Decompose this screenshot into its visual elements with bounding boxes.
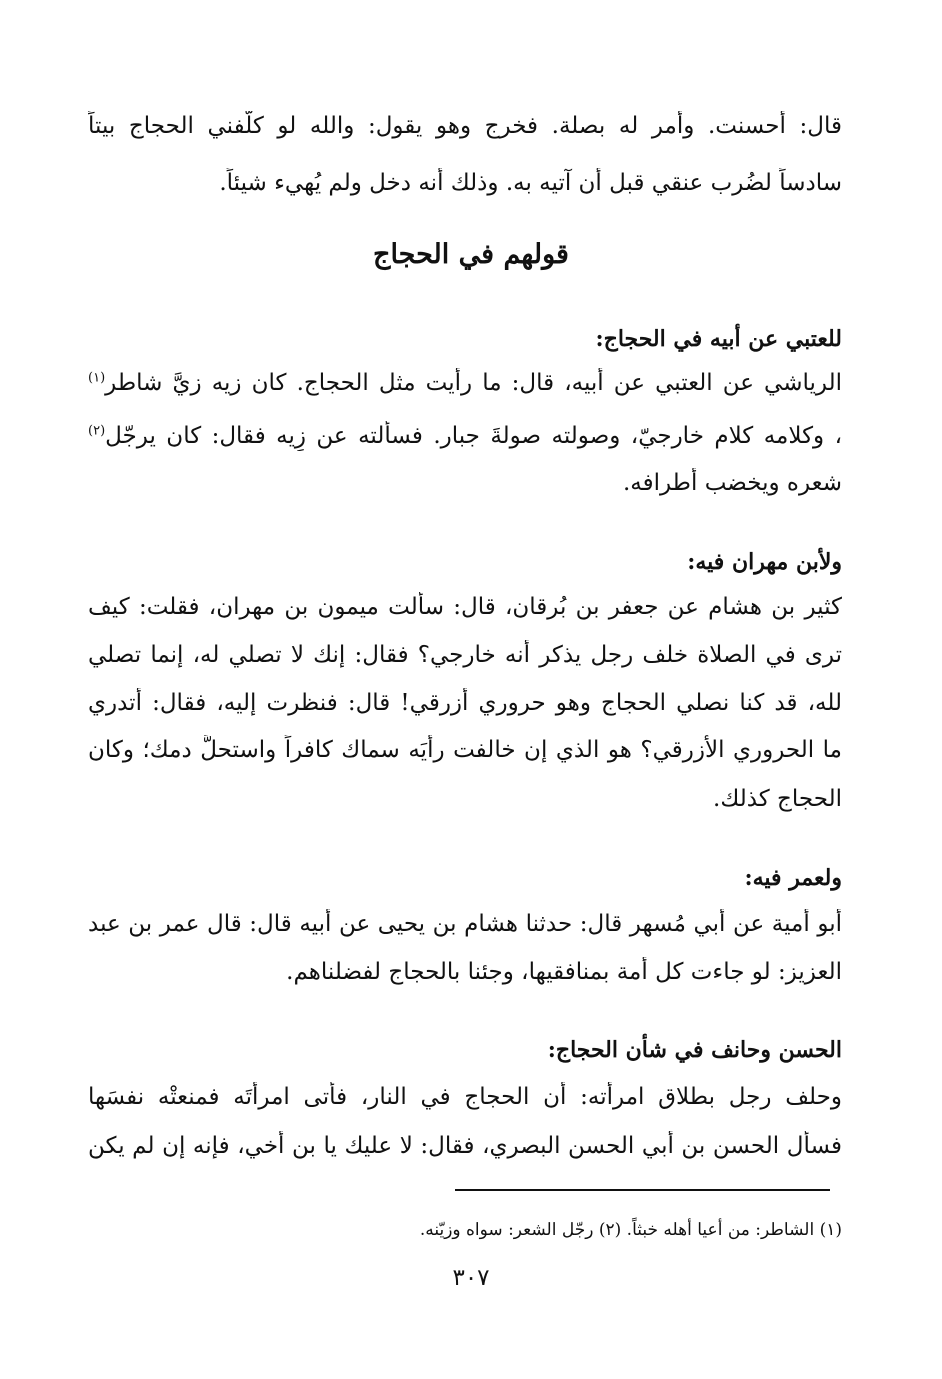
paragraph-line: الحجاج كذلك. [713,786,842,812]
footnotes: (١) الشاطر: من أعيا أهله خبثاً. (٢) رجّل الشعر: سواه وزيّنه. [419,1220,842,1240]
paragraph-line: كثير بن هشام عن جعفر بن بُرقان، قال: سألت ميمون بن مهران، فقلت: كيف [88,594,842,620]
footnote-mark: (٢) [88,423,106,439]
footnote-mark: (١) [88,370,106,386]
intro-line-2: سادساً لضُرب عنقي قبل أن آتيه به. وذلك أنه دخل ولم يُهيء شيئاً. [219,170,842,196]
paragraph-line [88,368,842,398]
section-heading-hasan: الحسن وحانف في شأن الحجاج: [547,1037,842,1063]
paragraph-line: لله، قد كنا نصلي الحجاج وهو حروري أزرقي! قال: فنظرت إليه، فقال: أتدري [88,690,842,716]
paragraph-line: شعره ويخضب أطرافه. [622,470,842,496]
page-number: ٣٠٧ [452,1265,490,1291]
section-heading-mehran: ولأبن مهران فيه: [687,549,842,575]
footnote-divider [455,1189,830,1191]
paragraph-line [88,421,842,451]
paragraph-text: الرياشي عن العتبي عن أبيه، قال: ما رأيت مثل الحجاج. كان زيه زيَّ شاطر [105,370,842,396]
paragraph-text: ، وكلامه كلام خارجيّ، وصولته صولةَ جبار. فسألته عن زِيه فقال: كان يرجّل [105,423,842,449]
paragraph-line: فسأل الحسن بن أبي الحسن البصري، فقال: لا عليك يا بن أخي، فإنه إن لم يكن [88,1133,842,1159]
paragraph-line: العزيز: لو جاءت كل أمة بمنافقيها، وجئنا بالحجاج لفضلناهم. [286,959,842,985]
paragraph-line: ترى في الصلاة خلف رجل يذكر أنه خارجي؟ فقال: إنك لا تصلي له، إنما تصلي [88,642,842,668]
section-heading-utbi: للعتبي عن أبيه في الحجاج: [595,326,842,352]
section-title: قولهم في الحجاج [373,239,569,270]
paragraph-line: ما الحروري الأزرقي؟ هو الذي إن خالفت رأيَه سماك كافراً واستحلَّ دمك؛ وكان [88,737,842,763]
intro-line-1: قال: أحسنت. وأمر له بصلة. فخرج وهو يقول: والله لو كلّفني الحجاج بيتاً [88,113,842,139]
section-heading-omar: ولعمر فيه: [744,865,842,891]
paragraph-line: أبو أمية عن أبي مُسهر قال: حدثنا هشام بن يحيى عن أبيه قال: قال عمر بن عبد [88,911,842,937]
paragraph-line: وحلف رجل بطلاق امرأته: أن الحجاج في النار، فأتى امرأتَه فمنعتْه نفسَها [88,1084,842,1110]
